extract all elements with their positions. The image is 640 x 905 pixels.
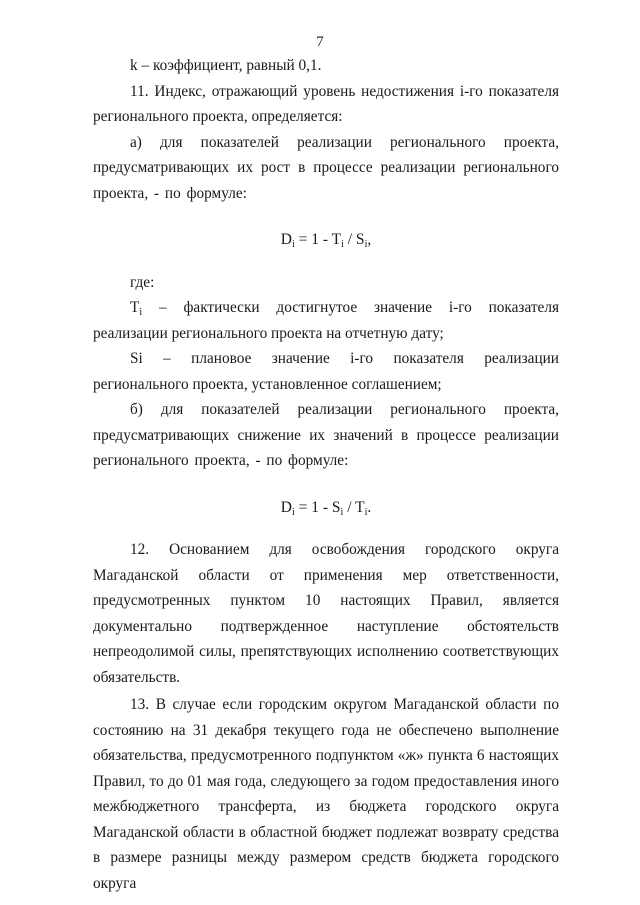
paragraph-12: 12. Основанием для освобождения городского округа Магаданской области от применения мер ответственности, предусмотренных пунктом 10 настоящих Правил, является документально подтвержденное наступление обстоятельств непреодолимой силы, препятствующих исполнению соответствующих обязательств. <box>93 541 559 686</box>
paragraph-11-a: а) для показателей реализации регионального проекта, предусматривающих их рост в процессе реализации регионального проекта, - по формуле: <box>93 133 559 202</box>
ti-definition: $T_i$ – фактически достигнутое значение i-го показателя реализации регионального проекта на отчетную дату; <box>93 299 559 342</box>
paragraph-11: 11. Индекс, отражающий уровень недостижения i-го показателя регионального проекта, определяется: <box>93 82 559 125</box>
formula-1: $D_i = 1 - T_i / S_i$, <box>280 231 372 250</box>
si-definition: Si – плановое значение i-го показателя реализации регионального проекта, установленное соглашением; <box>93 350 559 393</box>
paragraph-11-b: б) для показателей реализации регионального проекта, предусматривающих снижение их значений в процессе реализации регионального проекта, - по формуле: <box>93 401 559 469</box>
page-number: 7 <box>316 34 324 50</box>
paragraph-13: 13. В случае если городским округом Магаданской области по состоянию на 31 декабря текущего года не обеспечено выполнение обязательства, предусмотренного подпунктом «ж» пункта 6 настоящих Правил, то до 01 мая года, следующего за годом предоставления иного межбюджетного трансферта, из бюджета городского округа Магаданской области в областной бюджет подлежат возврату средства в размере разницы между размером средств бюджета городского округа <box>93 696 559 892</box>
formula-2: $D_i = 1 - S_i / T_i$. <box>280 498 372 518</box>
where-label: где: <box>130 273 155 291</box>
document-body <box>93 53 559 896</box>
coefficient-k-line: k – коэффициент, равный 0,1. <box>130 57 322 74</box>
